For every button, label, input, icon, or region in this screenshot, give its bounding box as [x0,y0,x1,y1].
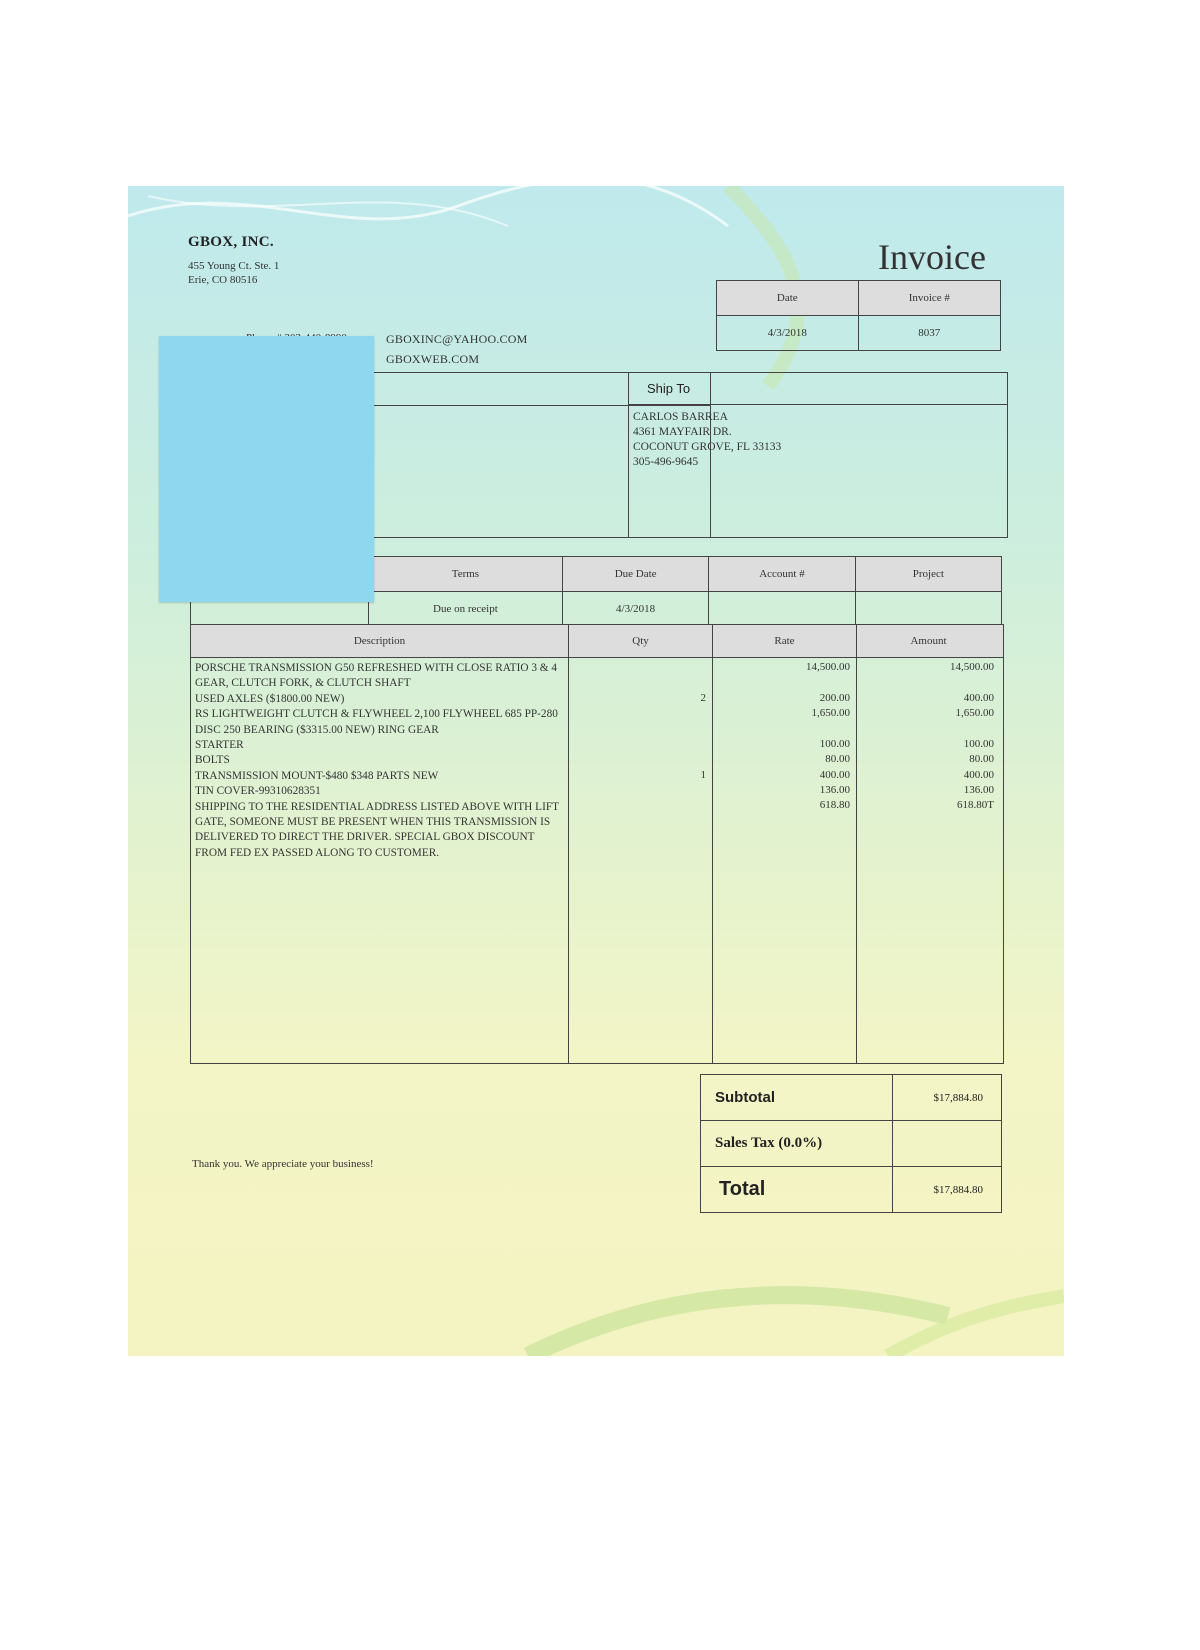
ship-to-line: CARLOS BARREA [633,411,728,423]
item-description: PORSCHE TRANSMISSION G50 REFRESHED WITH CLOSE RATIO 3 & 4 GEAR, CLUTCH FORK, & CLUTCH SHAFT [195,662,558,690]
item-amount: 80.00 [969,753,994,765]
qty-header: Qty [569,625,713,657]
account-value [709,592,855,626]
ship-to-address [629,405,1007,470]
ship-to-line: 305-496-9645 [633,456,699,468]
item-rate: 200.00 [819,692,850,704]
amount-header: Amount [910,635,947,647]
terms-value: Due on receipt [368,592,562,626]
subtotal-value: $17,884.80 [893,1075,1002,1121]
item-description: STARTER [195,739,244,752]
item-rate: 400.00 [819,769,850,781]
project-value [855,592,1001,626]
item-amount: 618.80T [957,799,994,811]
description-column [191,657,569,1063]
ship-to-line: 4361 MAYFAIR DR. [633,426,732,438]
rate-header: Rate [713,625,857,657]
rate-column [713,657,857,1063]
item-amount: 400.00 [963,769,994,781]
company-web: GBOXWEB.COM [386,352,480,366]
sales-tax-value [893,1121,1002,1167]
totals-table [700,1074,1002,1213]
line-items-body [191,657,1003,1063]
item-amount: 400.00 [963,692,994,704]
due-date-header: Due Date [562,557,708,592]
invoice-header-table [716,280,1001,351]
terms-header: Terms [368,557,562,592]
page-title: Invoice [878,237,986,277]
invoice-sheet [128,186,1064,1356]
due-date-value: 4/3/2018 [562,592,708,626]
line-items-table [190,624,1004,1064]
invoice-number: 8037 [858,316,1000,351]
subtotal-label: Subtotal [701,1075,893,1121]
line-items-header [191,625,1003,658]
company-address-line2: Erie, CO 80516 [188,274,258,286]
amount-column [857,657,1000,1063]
invoice-number-header: Invoice # [858,281,1000,316]
item-amount: 100.00 [963,738,994,750]
item-qty: 2 [700,692,706,704]
qty-column [569,657,713,1063]
total-value: $17,884.80 [893,1167,1002,1213]
item-description: SHIPPING TO THE RESIDENTIAL ADDRESS LISTED ABOVE WITH LIFT GATE, SOMEONE MUST BE PRESENT WHEN THIS TRANSMISSION IS DELIVERED TO DIRECT THE DRIVER. SPECIAL GBOX DISCOUNT FROM FED EX PASSED ALONG TO CUSTOMER. [195,800,559,859]
ship-to-label: Ship To [629,373,1007,405]
item-description: RS LIGHTWEIGHT CLUTCH & FLYWHEEL 2,100 FLYWHEEL 685 PP-280 DISC 250 BEARING ($3315.00 NEW) RING GEAR [195,708,558,736]
invoice-date: 4/3/2018 [717,316,859,351]
item-amount: 1,650.00 [955,707,994,719]
item-description: TIN COVER-99310628351 [195,785,321,798]
ship-to-line: COCONUT GROVE, FL 33133 [633,441,782,453]
item-qty: 1 [700,769,706,781]
company-email: GBOXINC@YAHOO.COM [386,332,528,346]
thank-you-note: Thank you. We appreciate your business! [192,1158,374,1170]
item-rate: 136.00 [819,784,850,796]
item-rate: 14,500.00 [806,661,850,673]
account-header: Account # [709,557,855,592]
item-description: USED AXLES ($1800.00 NEW) [195,692,345,705]
item-rate: 80.00 [825,753,850,765]
item-rate: 618.80 [819,799,850,811]
item-description: TRANSMISSION MOUNT-$480 $348 PARTS NEW [195,769,439,782]
item-rate: 100.00 [819,738,850,750]
total-label: Total [701,1167,893,1213]
project-header: Project [855,557,1001,592]
item-amount: 14,500.00 [950,661,994,673]
sales-tax-label: Sales Tax (0.0%) [701,1121,893,1167]
date-header: Date [717,281,859,316]
item-amount: 136.00 [963,784,994,796]
item-description: BOLTS [195,754,230,767]
sticky-note-redaction [159,336,374,602]
company-name: GBOX, INC. [188,234,274,250]
description-header: Description [191,625,569,657]
item-rate: 1,650.00 [811,707,850,719]
ship-to-box [628,372,1008,538]
company-address-line1: 455 Young Ct. Ste. 1 [188,260,280,272]
